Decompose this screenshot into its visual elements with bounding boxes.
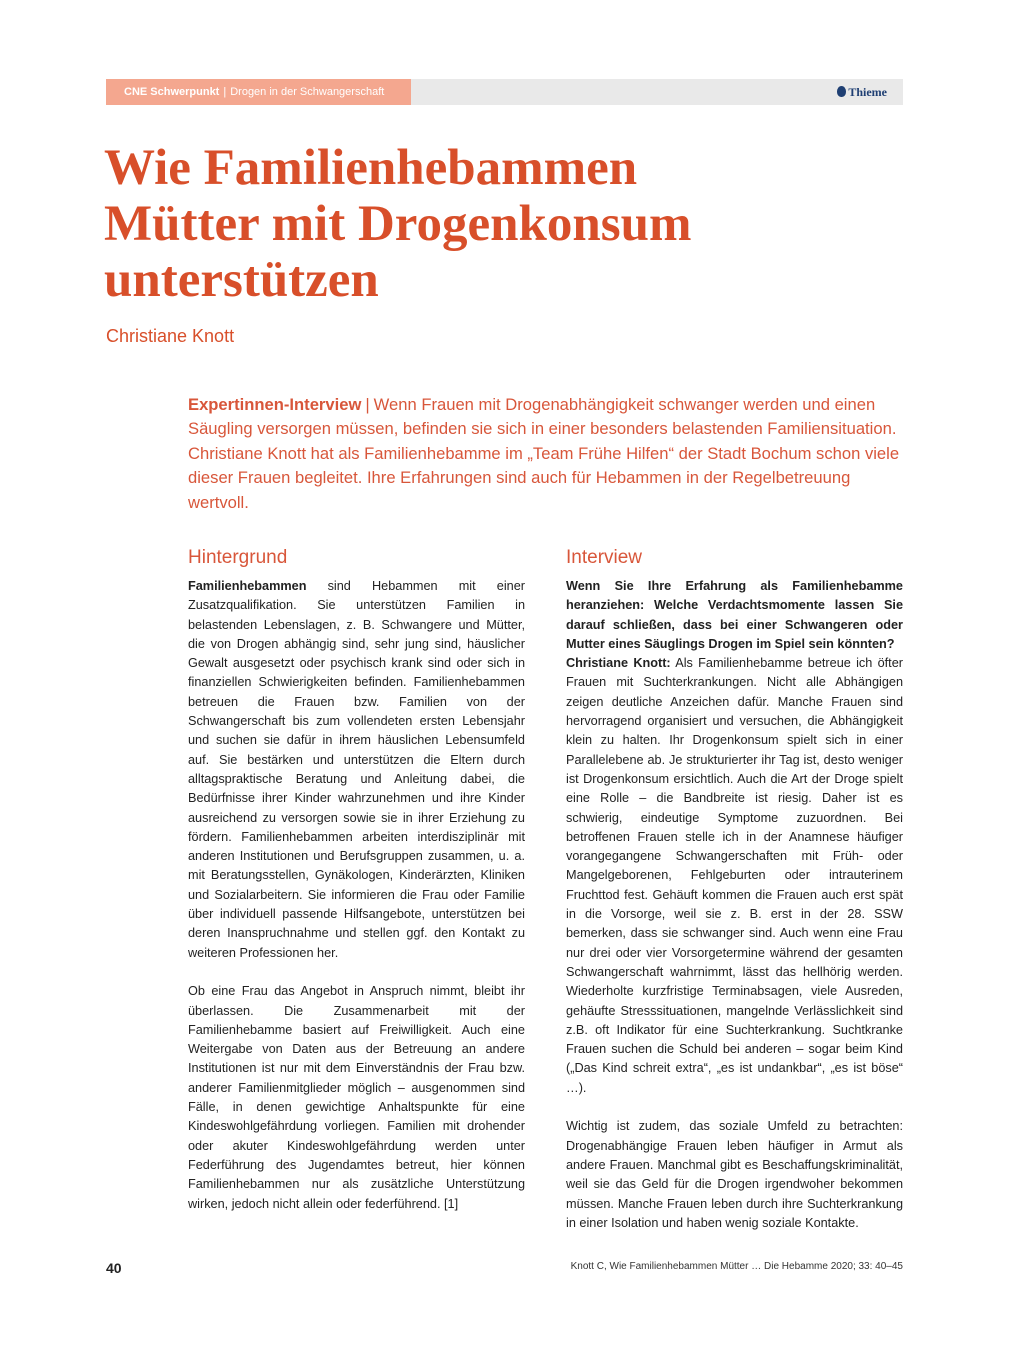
topic-label: Drogen in der Schwangerschaft — [230, 86, 385, 98]
title-line-3: unterstützen — [104, 252, 379, 308]
running-header — [106, 79, 903, 105]
abstract-lead: Expertinnen-Interview — [188, 395, 362, 414]
paragraph: Ob eine Frau das Angebot in Anspruch nimmt, bleibt ihr überlassen. Die Zusammenarbeit mit der Familienhebamme basiert auf Freiwilligkeit. Auch eine Weitergabe von Daten aus der Betreuung an andere Institutionen ist nur mit dem Einverständnis der Frau bzw. anderer Familienmitglieder möglich – ausgenommen sind Fälle, in denen gewichtige Anhaltspunkte für eine Kindeswohlgefährdung vorliegen. Familien mit drohender oder akuter Kindeswohlgefährdung werden unter Federführung des Jugendamtes betreut, hier können Familienhebammen nur als zusätzliche Unterstützung wirken, jedoch nicht allein oder federführend. [1] — [188, 984, 525, 1211]
section-separator: | — [223, 86, 227, 98]
author-name: Christiane Knott — [106, 326, 235, 346]
page-number: 40 — [106, 1260, 122, 1276]
right-column — [566, 545, 903, 1233]
section-heading-hintergrund: Hintergrund — [188, 547, 288, 568]
section-tag — [106, 79, 411, 105]
publisher-logo — [837, 79, 887, 105]
thieme-logo-icon — [837, 86, 846, 97]
interview-answer — [566, 654, 903, 1098]
abstract-separator: | — [365, 395, 370, 414]
answer-speaker: Christiane Knott: — [566, 656, 671, 671]
section-label: CNE Schwerpunkt — [124, 86, 220, 98]
paragraph-text: sind Hebammen mit einer Zusatzqualifikation. Sie unterstützen Familien in belastenden Lebenslagen, z. B. Schwangere und Mütter, die von Drogen abhängig sind, sehr jung sind, häuslicher Gewalt ausgesetzt oder psychisch krank sind oder sich in finanziellen Schwierigkeiten befinden. Familienhebammen betreuen die Frauen bzw. Familien von der Schwangerschaft bis zum vollendeten ersten Lebensjahr und suchen sie dafür in ihrem häuslichen Lebensumfeld auf. Sie bestärken und unterstützen die Eltern durch alltagspraktische Beratung und Anleitung dabei, die Bedürfnisse ihrer Kinder wahrzunehmen und ihre Kinder ausreichend zu versorgen sowie sie in ihrer Erziehung zu fördern. Familienhebammen arbeiten interdisziplinär mit anderen Institutionen und Berufsgruppen zusammen, u. a. mit Beratungsstellen, Gynäkologen, Kinderärzten, Kliniken und Sozialarbeitern. Sie informieren die Frau oder Familie über individuell passende Hilfsangebote, unterstützen bei deren Inanspruchnahme und stellen ggf. den Kontakt zu weiteren Professionen her. — [188, 579, 525, 960]
left-column — [188, 545, 525, 1214]
abstract — [188, 393, 903, 515]
paragraph — [188, 577, 525, 963]
publisher-name: Thieme — [848, 85, 887, 99]
term-familienhebammen: Familienhebammen — [188, 579, 307, 593]
abstract-text: Wenn Frauen mit Drogenabhängigkeit schwanger werden und einen Säugling versorgen müssen, befinden sie sich in einer besonders belastenden Familiensituation. Christiane Knott hat als Familienhebamme im „Team Frühe Hilfen“ der Stadt Bochum schon viele dieser Frauen begleitet. Ihre Erfahrungen sind auch für Hebammen in der Regelbetreuung wertvoll. — [188, 395, 900, 512]
title-line-2: Mütter mit Drogenkonsum — [104, 196, 692, 252]
interview-question: Wenn Sie Ihre Erfahrung als Familienhebamme heranziehen: Welche Verdachtsmomente lassen Sie darauf schließen, dass bei einer Schwangeren oder Mutter eines Säuglings Drogen im Spiel sein könnten? — [566, 579, 903, 651]
section-heading-interview: Interview — [566, 547, 643, 568]
article-title — [104, 140, 904, 308]
citation-footer: Knott C, Wie Familienhebammen Mütter … Die Hebamme 2020; 33: 40–45 — [570, 1261, 903, 1272]
paragraph: Wichtig ist zudem, das soziale Umfeld zu betrachten: Drogenabhängige Frauen leben häufiger in Armut als andere Frauen. Manchmal gibt es Beschaffungskriminalität, weil sie das Geld für die Drogen irgendwoher bekommen müssen. Manche Frauen leben durch ihre Suchterkrankung in einer Isolation und haben wenig soziale Kontakte. — [566, 1119, 903, 1230]
title-line-1: Wie Familienhebammen — [104, 140, 638, 196]
answer-text: Als Familienhebamme betreue ich öfter Frauen mit Suchterkrankungen. Nicht alle Abhängigen zeigen deutliche Anzeichen dafür. Manche Frauen sind hervorragend organisiert und versuchen, die Abhängigkeit klein zu halten. Ihr Drogenkonsum spielt sich in einer Parallelebene ab. Je strukturierter ihr Tag ist, desto weniger ist Drogenkonsum ersichtlich. Auch die Art der Droge spielt eine Rolle – die Bandbreite ist riesig. Daher ist es schwierig, eindeutige Symptome zuzuordnen. Bei betroffenen Frauen stelle ich in der Anamnese häufiger vorangegangene Schwangerschaften mit Früh- oder Mangelgeborenen, Fehlgeburten oder intrauterinem Fruchttod fest. Gehäuft kommen die Frauen auch erst spät in die Vorsorge, weil sie z. B. erst in der 28. SSW bemerken, dass sie schwanger sind. Auch wenn eine Frau nur drei oder vier Vorsorgetermine während der gesamten Schwangerschaft wahrnimmt, lässt das hellhörig werden. Wiederholte kurzfristige Terminabsagen, viele Ausreden, gehäufte Stresssituationen, mangelnde Verlässlichkeit sind z.B. oft Indikator für eine Suchterkrankung. Suchtkranke Frauen suchen die Schuld bei anderen – sogar beim Kind („Das Kind schreit extra“, „es ist undankbar“, „es ist böse“ …). — [566, 656, 903, 1095]
